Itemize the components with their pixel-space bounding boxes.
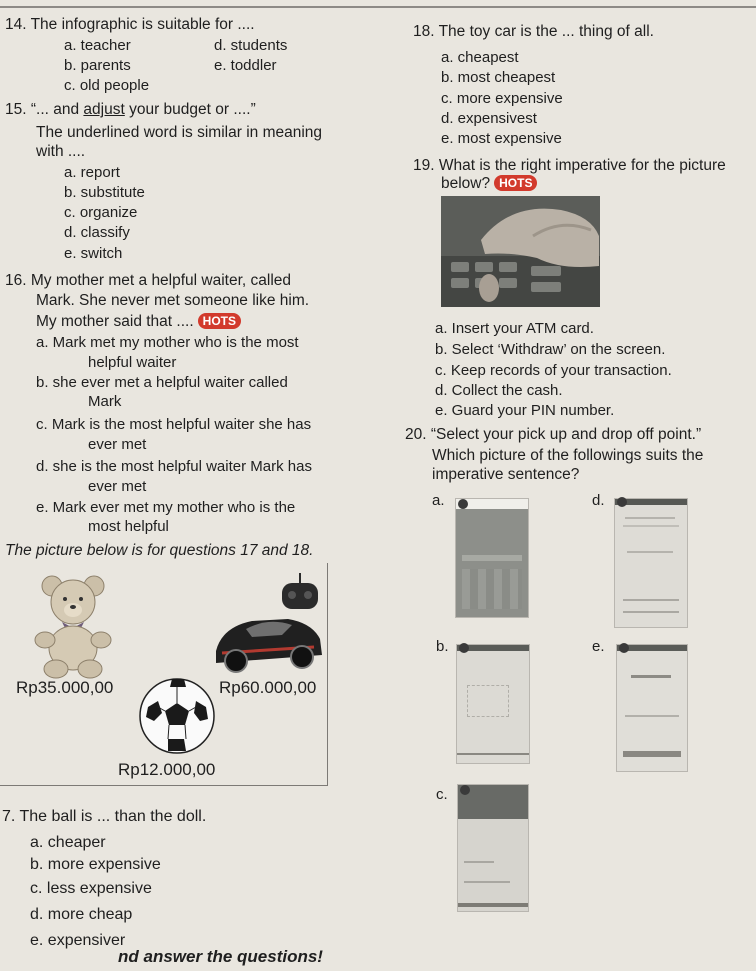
q16-option-d-line2: ever met [88,478,147,495]
q20-label-d: d. [592,492,605,509]
q14-option-d: d. students [214,37,288,54]
q14-stem: 14. The infographic is suitable for .... [5,16,255,33]
q16-option-c-line2: ever met [88,436,147,453]
q16-option-b-line1: b. she ever met a helpful waiter called [36,374,288,391]
q15-option-c: c. organize [64,204,138,221]
teddy-bear-image [34,572,112,680]
q17-option-b: b. more expensive [30,856,161,873]
q15-option-b: b. substitute [64,184,145,201]
q18-option-d: d. expensivest [441,110,537,127]
q15-option-e: e. switch [64,245,123,262]
q20-label-e: e. [592,638,605,655]
q16-option-a-line1: a. Mark met my mother who is the most [36,334,299,351]
doll-price: Rp35.000,00 [16,678,114,697]
q20-label-b: b. [436,638,449,655]
hots-badge: HOTS [198,313,241,329]
q19-option-b: b. Select ‘Withdraw’ on the screen. [435,341,666,358]
q17-option-d: d. more cheap [30,906,133,923]
q15-option-a: a. report [64,164,120,181]
q14-option-e: e. toddler [214,57,277,74]
picture-caption: The picture below is for questions 17 and 18. [5,542,314,559]
q17-option-a: a. cheaper [30,834,106,851]
q17-stem: 7. The ball is ... than the doll. [2,808,207,825]
q18-stem: 18. The toy car is the ... thing of all. [413,23,654,40]
q15-line1: 15. “... and adjust your budget or ....” [5,101,256,118]
car-price: Rp60.000,00 [219,678,317,697]
phone-screenshot-c [457,784,529,912]
phone-screenshot-e [616,644,688,772]
q20-line3: imperative sentence? [432,466,580,483]
q16-line3: My mother said that .... HOTS [36,313,241,331]
q16-line1: 16. My mother met a helpful waiter, called [5,272,292,289]
phone-screenshot-a [455,498,529,618]
q19-option-d: d. Collect the cash. [435,382,563,399]
hots-badge: HOTS [494,175,537,191]
q18-option-e: e. most expensive [441,130,562,147]
footer-instruction: nd answer the questions! [118,947,323,966]
toy-car-image [212,573,324,677]
q19-line1: 19. What is the right imperative for the picture [413,157,726,174]
q14-option-c: c. old people [64,77,150,94]
phone-screenshot-b [456,644,530,764]
q16-option-e-line2: most helpful [88,518,169,535]
q19-line2: below? HOTS [441,175,537,193]
q19-option-e: e. Guard your PIN number. [435,402,615,419]
q19-option-c: c. Keep records of your transaction. [435,362,672,379]
q19-option-a: a. Insert your ATM card. [435,320,594,337]
q16-option-b-line2: Mark [88,393,122,410]
top-rule [0,6,756,8]
phone-screenshot-d [614,498,688,628]
q18-option-a: a. cheapest [441,49,519,66]
q16-option-d-line1: d. she is the most helpful waiter Mark has [36,458,312,475]
q16-option-e-line1: e. Mark ever met my mother who is the [36,499,296,516]
soccer-ball-image [138,677,216,755]
q15-line3: with .... [36,143,86,160]
q17-option-c: c. less expensive [30,880,152,897]
q15-line2: The underlined word is similar in meaning [36,124,323,141]
underlined-word: adjust [83,101,125,118]
q20-line2: Which picture of the followings suits the [432,447,704,464]
q18-option-b: b. most cheapest [441,69,556,86]
q20-label-a: a. [432,492,445,509]
q20-label-c: c. [436,786,448,803]
q16-option-c-line1: c. Mark is the most helpful waiter she has [36,416,312,433]
atm-keypad-photo [441,196,600,307]
q14-option-a: a. teacher [64,37,131,54]
ball-price: Rp12.000,00 [118,760,216,779]
q18-option-c: c. more expensive [441,90,563,107]
q15-option-d: d. classify [64,224,130,241]
q20-line1: 20. “Select your pick up and drop off point.” [405,426,702,443]
q14-option-b: b. parents [64,57,131,74]
q16-line2: Mark. She never met someone like him. [36,292,310,309]
q16-option-a-line2: helpful waiter [88,354,177,371]
q17-option-e: e. expensiver [30,932,126,949]
